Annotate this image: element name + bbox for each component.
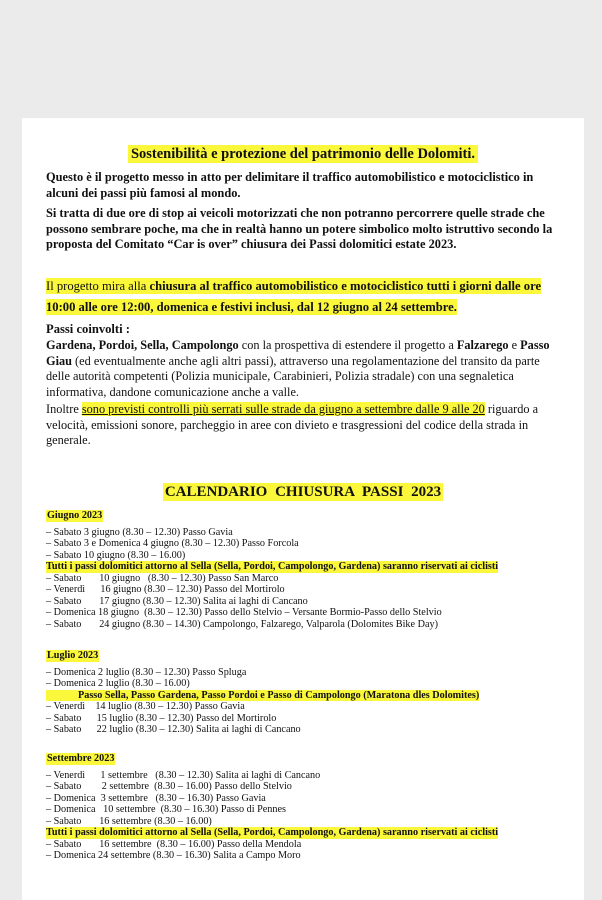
calendar-line: – Sabato 10 giugno (8.30 – 12.30) Passo San Marco <box>46 572 279 584</box>
calendar-line: – Sabato 24 giugno (8.30 – 14.30) Campolongo, Falzarego, Valparola (Dolomites Bike Day) <box>46 618 438 630</box>
calendar-line: – Sabato 15 luglio (8.30 – 12.30) Passo del Mortirolo <box>46 712 277 724</box>
calendar-line: – Sabato 10 giugno (8.30 – 16.00) <box>46 549 186 561</box>
document-title: Sostenibilità e protezione del patrimonio delle Dolomiti. <box>22 146 584 163</box>
intro-paragraph-2: Si tratta di due ore di stop ai veicoli motorizzati che non potranno percorrere quelle strade che possono sembrare poche, ma che in realtà hanno un potere simbolico molto istruttivo secondo la proposta del Comitato “Car is over” chiusura dei Passi dolomitici estate 2023. <box>46 206 553 251</box>
calendar-line: – Venerdì 1 settembre (8.30 – 12.30) Salita ai laghi di Cancano <box>46 769 321 781</box>
month-heading: Giugno 2023 <box>47 510 103 521</box>
project-text-bold: chiusura al traffico automobilistico e motociclistico tutti i giorni dalle ore 10:00 alle ore 12:00, domenica e festivi inclusi, dal 12 giugno al 24 settembre. <box>46 279 542 314</box>
controlli-text-3: riguardo a velocità, emissioni sonore, parcheggio in aree con divieto e trasgressioni del codice della strada in generale. <box>46 402 539 448</box>
project-text-start: Il progetto mira alla <box>46 279 150 293</box>
calendar-line: – Sabato 3 e Domenica 4 giugno (8.30 – 12.30) Passo Forcola <box>46 538 299 549</box>
calendar-line: – Sabato 16 settembre (8.30 – 16.00) <box>46 815 212 827</box>
calendar-highlight-line: Tutti i passi dolomitici attorno al Sella (Sella, Pordoi, Campolongo, Gardena) saranno riservati ai ciclisti <box>46 827 499 838</box>
calendar-line: – Sabato 17 giugno (8.30 – 12.30) Salita ai laghi di Cancano <box>46 595 308 607</box>
calendar-line: – Domenica 24 settembre (8.30 – 16.30) Salita a Campo Moro <box>46 850 301 861</box>
calendar-title: CALENDARIO CHIUSURA PASSI 2023 <box>164 484 442 500</box>
calendar-line: – Domenica 2 luglio (8.30 – 16.00) <box>46 678 190 689</box>
calendar-line: – Sabato 3 giugno (8.30 – 12.30) Passo Gavia <box>46 526 233 538</box>
passi-text-3: (ed eventualmente anche agli altri passi), attraverso una regolamentazione del transito da parte delle autorità competenti (Polizia municipale, Carabinieri, Polizia stradale) con una segnaletica informativa, dandone comunicazione anche a valle. <box>46 353 540 400</box>
calendar-highlight-line: Passo Sella, Passo Gardena, Passo Pordoi e Passo di Campolongo (Maratona dles Dolomites) <box>46 690 479 702</box>
controlli-text-1: Inoltre <box>46 402 82 416</box>
passi-names-2: Falzarego <box>456 338 509 352</box>
controlli-text-highlight: sono previsti controlli più serrati sulle strade da giugno a settembre dalle 9 alle 20 <box>81 402 485 416</box>
calendar-line: – Sabato 16 settembre (8.30 – 16.00) Passo della Mendola <box>46 838 302 850</box>
calendar-line: – Domenica 18 giugno (8.30 – 12.30) Passo dello Stelvio – Versante Bormio-Passo dello Stelvio <box>46 607 442 618</box>
passi-paragraph <box>46 338 566 401</box>
passi-text-2: e <box>508 338 521 352</box>
passi-heading: Passi coinvolti : <box>46 322 130 336</box>
month-section-settembre <box>46 753 576 862</box>
month-section-luglio <box>46 650 576 736</box>
calendar-line: – Domenica 3 settembre (8.30 – 16.30) Passo Gavia <box>46 792 266 804</box>
document-page <box>22 118 584 900</box>
passi-text-1: con la prospettiva di estendere il progetto a <box>238 338 457 352</box>
calendar-line: – Venerdì 14 luglio (8.30 – 12.30) Passo Gavia <box>46 701 245 712</box>
passi-names-1: Gardena, Pordoi, Sella, Campolongo <box>46 338 239 352</box>
month-heading: Settembre 2023 <box>47 753 115 764</box>
month-section-giugno <box>46 510 576 630</box>
calendar-line: – Sabato 22 luglio (8.30 – 12.30) Salita ai laghi di Cancano <box>46 724 301 735</box>
month-heading: Luglio 2023 <box>47 650 99 661</box>
calendar-line: – Domenica 2 luglio (8.30 – 12.30) Passo Spluga <box>46 666 247 678</box>
project-paragraph <box>46 276 566 318</box>
calendar-line: – Sabato 2 settembre (8.30 – 16.00) Passo dello Stelvio <box>46 781 292 792</box>
intro-paragraph-1: Questo è il progetto messo in atto per delimitare il traffico automobilistico e motociclistico in alcuni dei passi più famosi al mondo. <box>46 170 534 200</box>
calendar-line: – Venerdì 16 giugno (8.30 – 12.30) Passo del Mortirolo <box>46 584 285 595</box>
calendar-highlight-line: Tutti i passi dolomitici attorno al Sella (Sella, Pordoi, Campolongo, Gardena) saranno riservati ai ciclisti <box>46 561 499 572</box>
passi-names-3: Passo Giau <box>46 338 550 368</box>
calendar-line: – Domenica 10 settembre (8.30 – 16.30) Passo di Pennes <box>46 804 286 815</box>
controlli-paragraph <box>46 402 566 449</box>
